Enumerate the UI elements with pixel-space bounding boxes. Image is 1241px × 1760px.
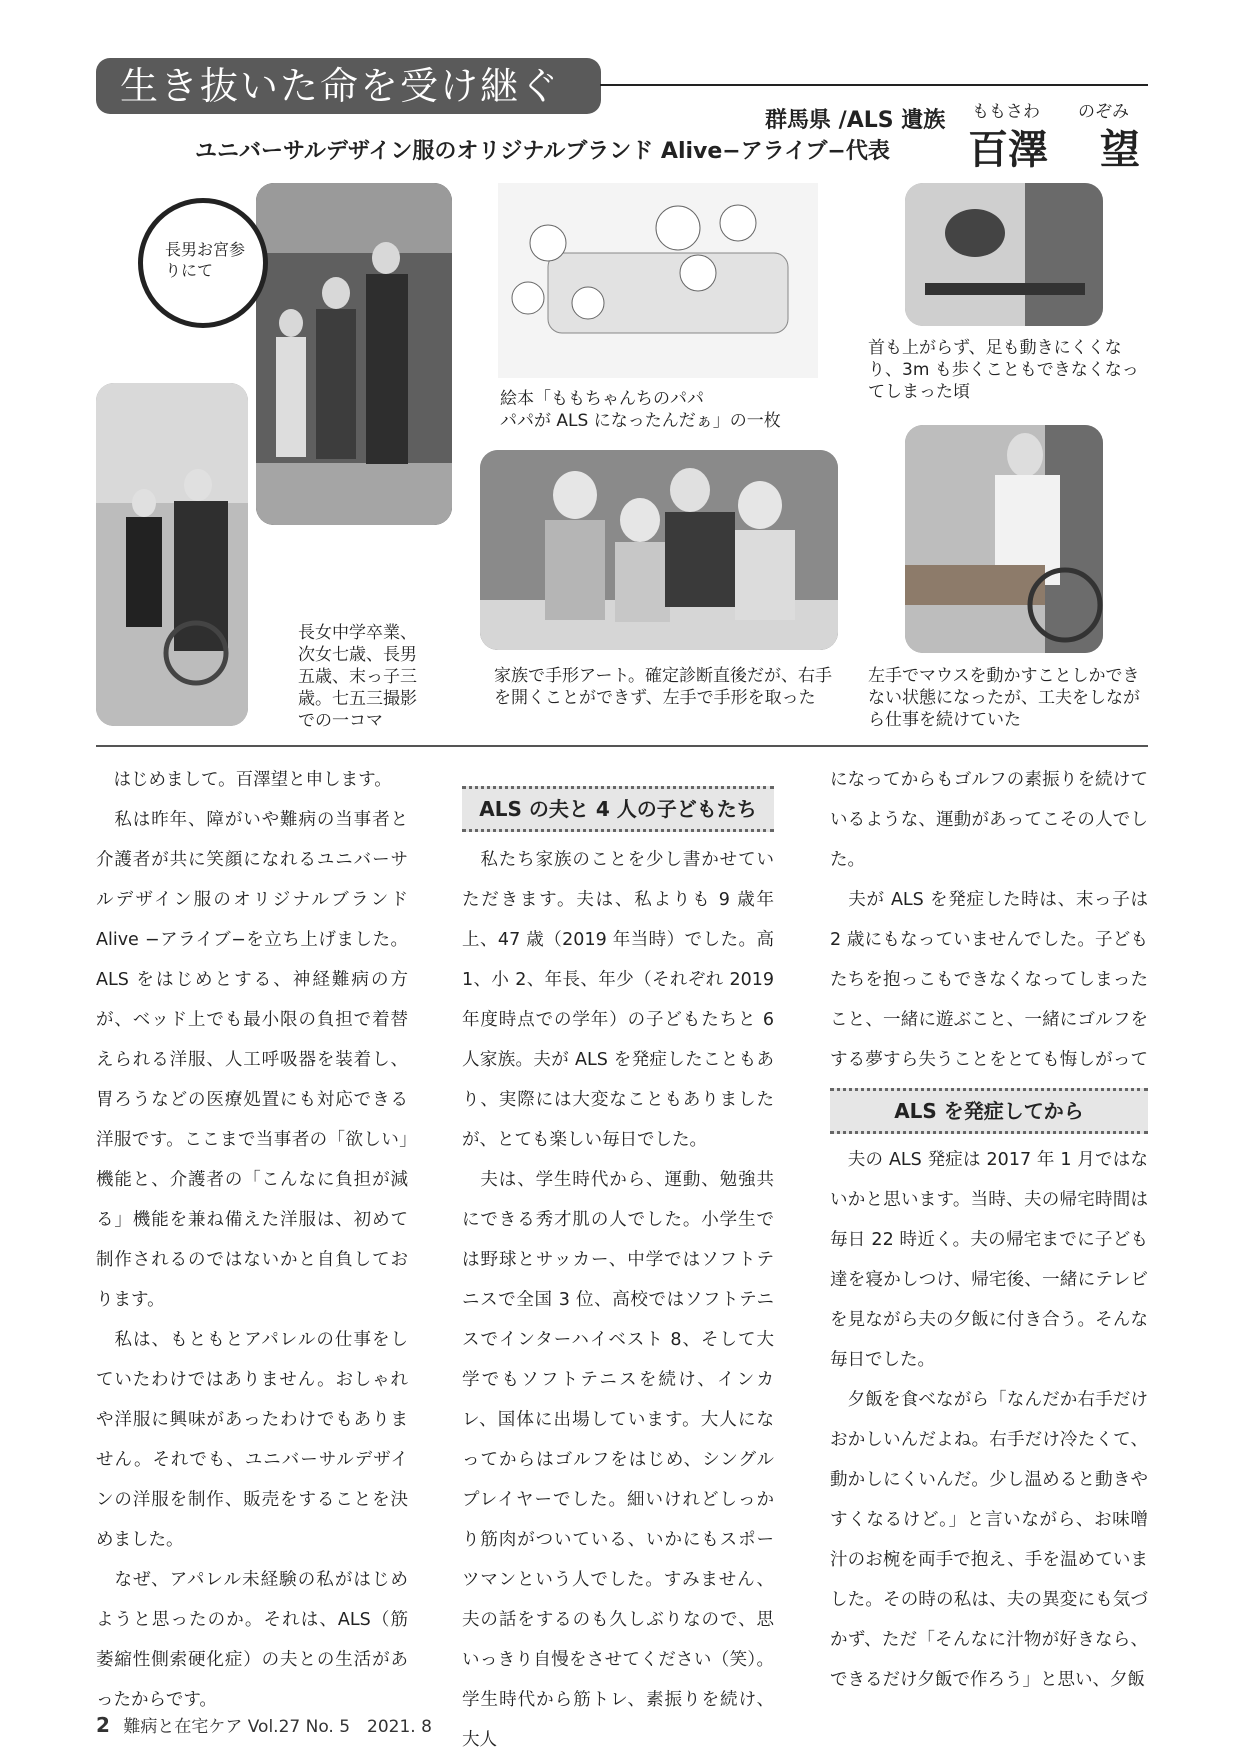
caption-picture-book: 絵本「ももちゃんちのパパ パパが ALS になったんだぁ」の一枚 — [500, 389, 781, 431]
author-family-name: 百澤 — [968, 127, 1048, 173]
section-heading-onset: ALS を発症してから — [830, 1088, 1148, 1134]
picture-book-illustration — [498, 183, 818, 378]
caption-mouse: 左手でマウスを動かすことしかできない状態になったが、工夫をしながら仕事を続けていた — [868, 666, 1140, 730]
caption-handprint: 家族で手形アート。確定診断直後だが、右手を開くことができず、左手で手形を取った — [494, 666, 832, 708]
body-column-3a: になってからもゴルフの素振りを続けているような、運動があってこその人でした。 夫が ALS を発症した時は、末っ子は 2 歳にもなっていませんでした。子どもたちを抱っこもできなくなってしまったこと、一緒に遊ぶこと、一緒にゴルフをする夢すら失うことをとても悔しがって — [830, 770, 1148, 1070]
handprint-photo — [480, 450, 838, 650]
section-heading-family: ALS の夫と 4 人の子どもたち — [462, 786, 774, 832]
ruby-given: のぞみ — [1078, 102, 1129, 122]
caption-bubble: 長男お宮参りにて — [138, 198, 268, 328]
author-given-name: 望 — [1100, 127, 1140, 173]
mouse-photo — [905, 425, 1103, 653]
body-column-3b: 夫の ALS 発症は 2017 年 1 月ではないかと思います。当時、夫の帰宅時間は毎日 22 時近く。夫の帰宅までに子ども達を寝かしつけ、帰宅後、一緒にテレビを見ながら夫の夕飯に付き合う。そんな毎日でした。 夕飯を食べながら「なんだか右手だけおかしいんだよね。右手だけ冷たくて、動かしにくいんだ。少し温めると動きやすくなるけど。」と言いながら、お味噌汁のお椀を両手で抱え、手を温めていました。その時の私は、夫の異変にも気づかず、ただ「そんなに汁物が好きなら、できるだけ夕飯で作ろう」と思い、夕飯 — [830, 1150, 1148, 1690]
wheelchair-photo — [96, 383, 248, 726]
caption-neck: 首も上がらず、足も動きにくくなり、3m も歩くこともできなくなってしまった頃 — [868, 338, 1139, 402]
journal-info: 難病と在宅ケア Vol.27 No. 5 2021. 8 — [123, 1717, 432, 1737]
body-column-2: 私たち家族のことを少し書かせていただきます。夫は、私よりも 9 歳年上、47 歳（2019 年当時）でした。高 1、小 2、年長、年少（それぞれ 2019 年度時点での学年）の子どもたちと 6 人家族。夫が ALS を発症したこともあり、実際には大変なこともありましたが、とても楽しい毎日でした。 夫は、学生時代から、運動、勉強共にできる秀才肌の人でした。小学生では野球とサッカー、中学ではソフトテニスで全国 3 位、高校ではソフトテニスでインターハイベスト 8、そして大学でもソフトテニスを続け、インカレ、国体に出場しています。大人になってからはゴルフをはじめ、シングルプレイヤーでした。細いけれどしっかり筋肉がついている、いかにもスポーツマンという人でした。すみません、夫の話をするのも久しぶりなので、思いっきり自慢をさせてください（笑）。学生時代から筋トレ、素振りを続け、大人 — [462, 850, 774, 1750]
title-rule — [600, 84, 1148, 86]
body-column-1: はじめまして。百澤望と申します。 私は昨年、障がいや難病の当事者と介護者が共に笑顔になれるユニバーサルデザイン服のオリジナルブランド Alive −アライブ−を立ち上げました。ALS をはじめとする、神経難病の方が、ベッド上でも最小限の負担で着替えられる洋服、人工呼吸器を装着し、胃ろうなどの医療処置にも対応できる洋服です。ここまで当事者の「欲しい」機能と、介護者の「こんなに負担が減る」機能を兼ね備えた洋服は、初めて制作されるのではないかと自負しております。 私は、もともとアパレルの仕事をしていたわけではありません。おしゃれや洋服に興味があったわけでもありません。それでも、ユニバーサルデザインの洋服を制作、販売をすることを決めました。 なぜ、アパレル未経験の私がはじめようと思ったのか。それは、ALS（筋萎縮性側索硬化症）の夫との生活があったからです。 — [96, 770, 408, 1710]
neck-photo — [905, 183, 1103, 326]
caption-shichigosan: 長女中学卒業、次女七歳、長男五歳、末っ子三歳。七五三撮影での一コマ — [298, 623, 417, 731]
author-affiliation: 群馬県 /ALS 遺族 — [765, 108, 946, 133]
page-footer — [96, 1712, 432, 1737]
shrine-family-photo — [256, 183, 452, 525]
page-number: 2 — [96, 1713, 110, 1737]
ruby-family: ももさわ — [972, 102, 1040, 122]
section-divider — [96, 745, 1148, 747]
author-role: ユニバーサルデザイン服のオリジナルブランド Alive−アライブ−代表 — [195, 139, 890, 164]
article-title: 生き抜いた命を受け継ぐ — [96, 58, 601, 114]
